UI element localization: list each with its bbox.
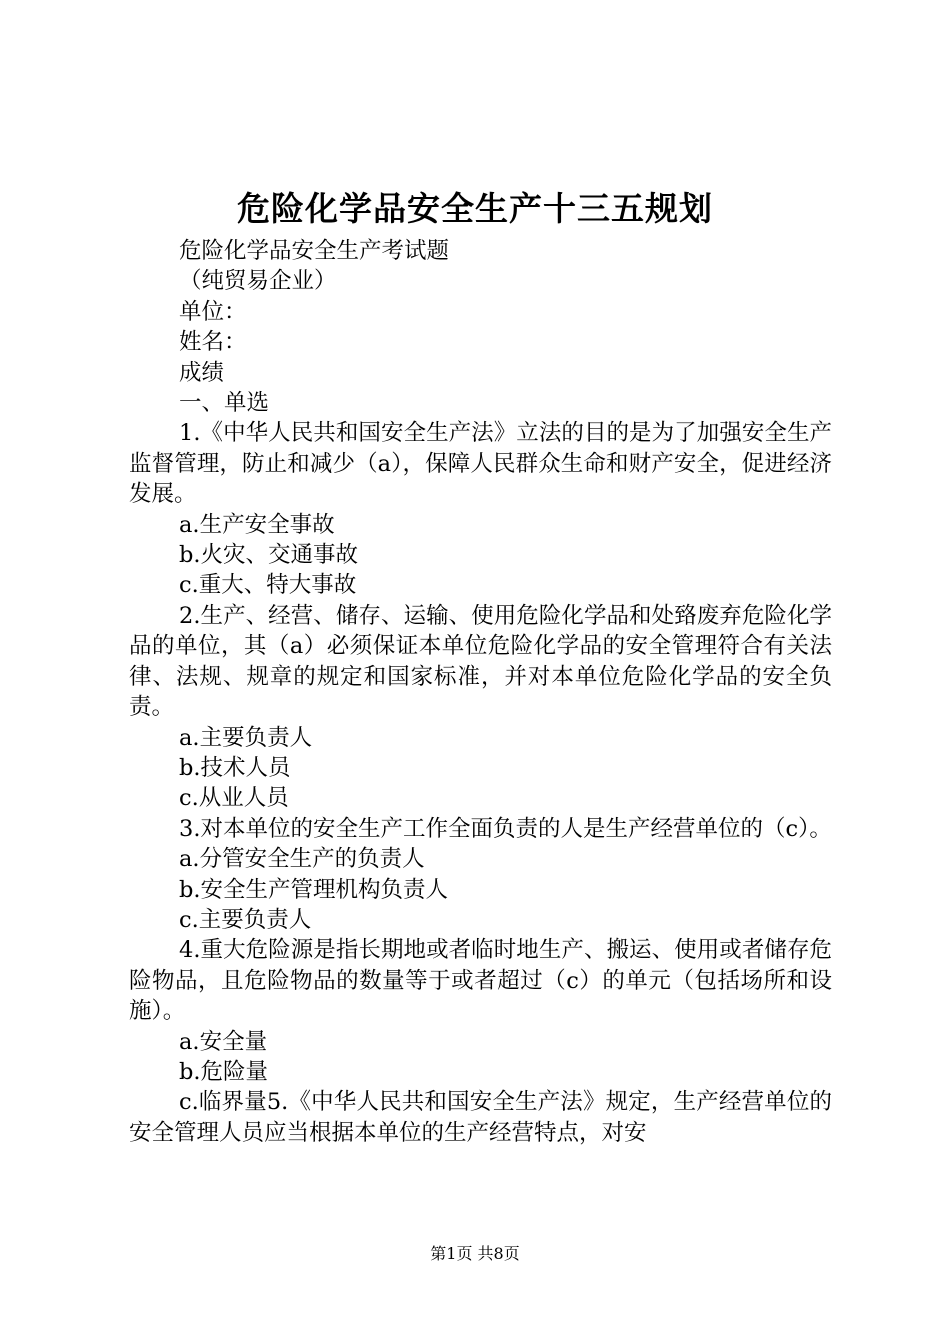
document-title: 危险化学品安全生产十三五规划 — [237, 189, 713, 228]
question: 1.《中华人民共和国安全生产法》立法的目的是为了加强安全生产监督管理，防止和减少（a），保障人民群众生命和财产安全，促进经济发展。 — [129, 420, 832, 508]
answer-option: a.分管安全生产的负责人 — [179, 846, 425, 873]
paragraph: 姓名： — [179, 329, 247, 356]
answer-option: a.生产安全事故 — [179, 511, 335, 538]
question: 4.重大危险源是指长期地或者临时地生产、搬运、使用或者储存危险物品，且危险物品的数量等于或者超过（c）的单元（包括场所和设施）。 — [129, 937, 832, 1025]
paragraph: 单位： — [179, 298, 247, 325]
answer-option: c.临界量5.《中华人民共和国安全生产法》规定，生产经营单位的安全管理人员应当根据本单位的生产经营特点，对安 — [129, 1089, 832, 1146]
paragraph: （纯贸易企业） — [179, 268, 337, 295]
question: 3.对本单位的安全生产工作全面负责的人是生产经营单位的（c）。 — [179, 815, 832, 842]
answer-option: a.主要负责人 — [179, 724, 313, 751]
paragraph: 成绩 — [179, 359, 225, 386]
answer-option: c.重大、特大事故 — [179, 572, 357, 599]
answer-option: c.主要负责人 — [179, 906, 312, 933]
page-footer: 第1页 共8页 — [430, 1244, 520, 1263]
answer-option: b.危险量 — [179, 1058, 269, 1085]
question: 2.生产、经营、储存、运输、使用危险化学品和处臵废弃危险化学品的单位，其（a）必须保证本单位危险化学品的安全管理符合有关法律、法规、规章的规定和国家标准，并对本单位危险化学品的安全负责。 — [129, 602, 832, 721]
answer-option: c.从业人员 — [179, 785, 289, 812]
document-body — [129, 236, 832, 1148]
paragraph: 危险化学品安全生产考试题 — [179, 238, 450, 264]
answer-option: b.火灾、交通事故 — [179, 542, 359, 569]
answer-option: a.安全量 — [179, 1028, 268, 1055]
section-heading: 一、单选 — [179, 390, 270, 417]
answer-option: b.安全生产管理机构负责人 — [179, 876, 449, 903]
answer-option: b.技术人员 — [179, 754, 291, 781]
